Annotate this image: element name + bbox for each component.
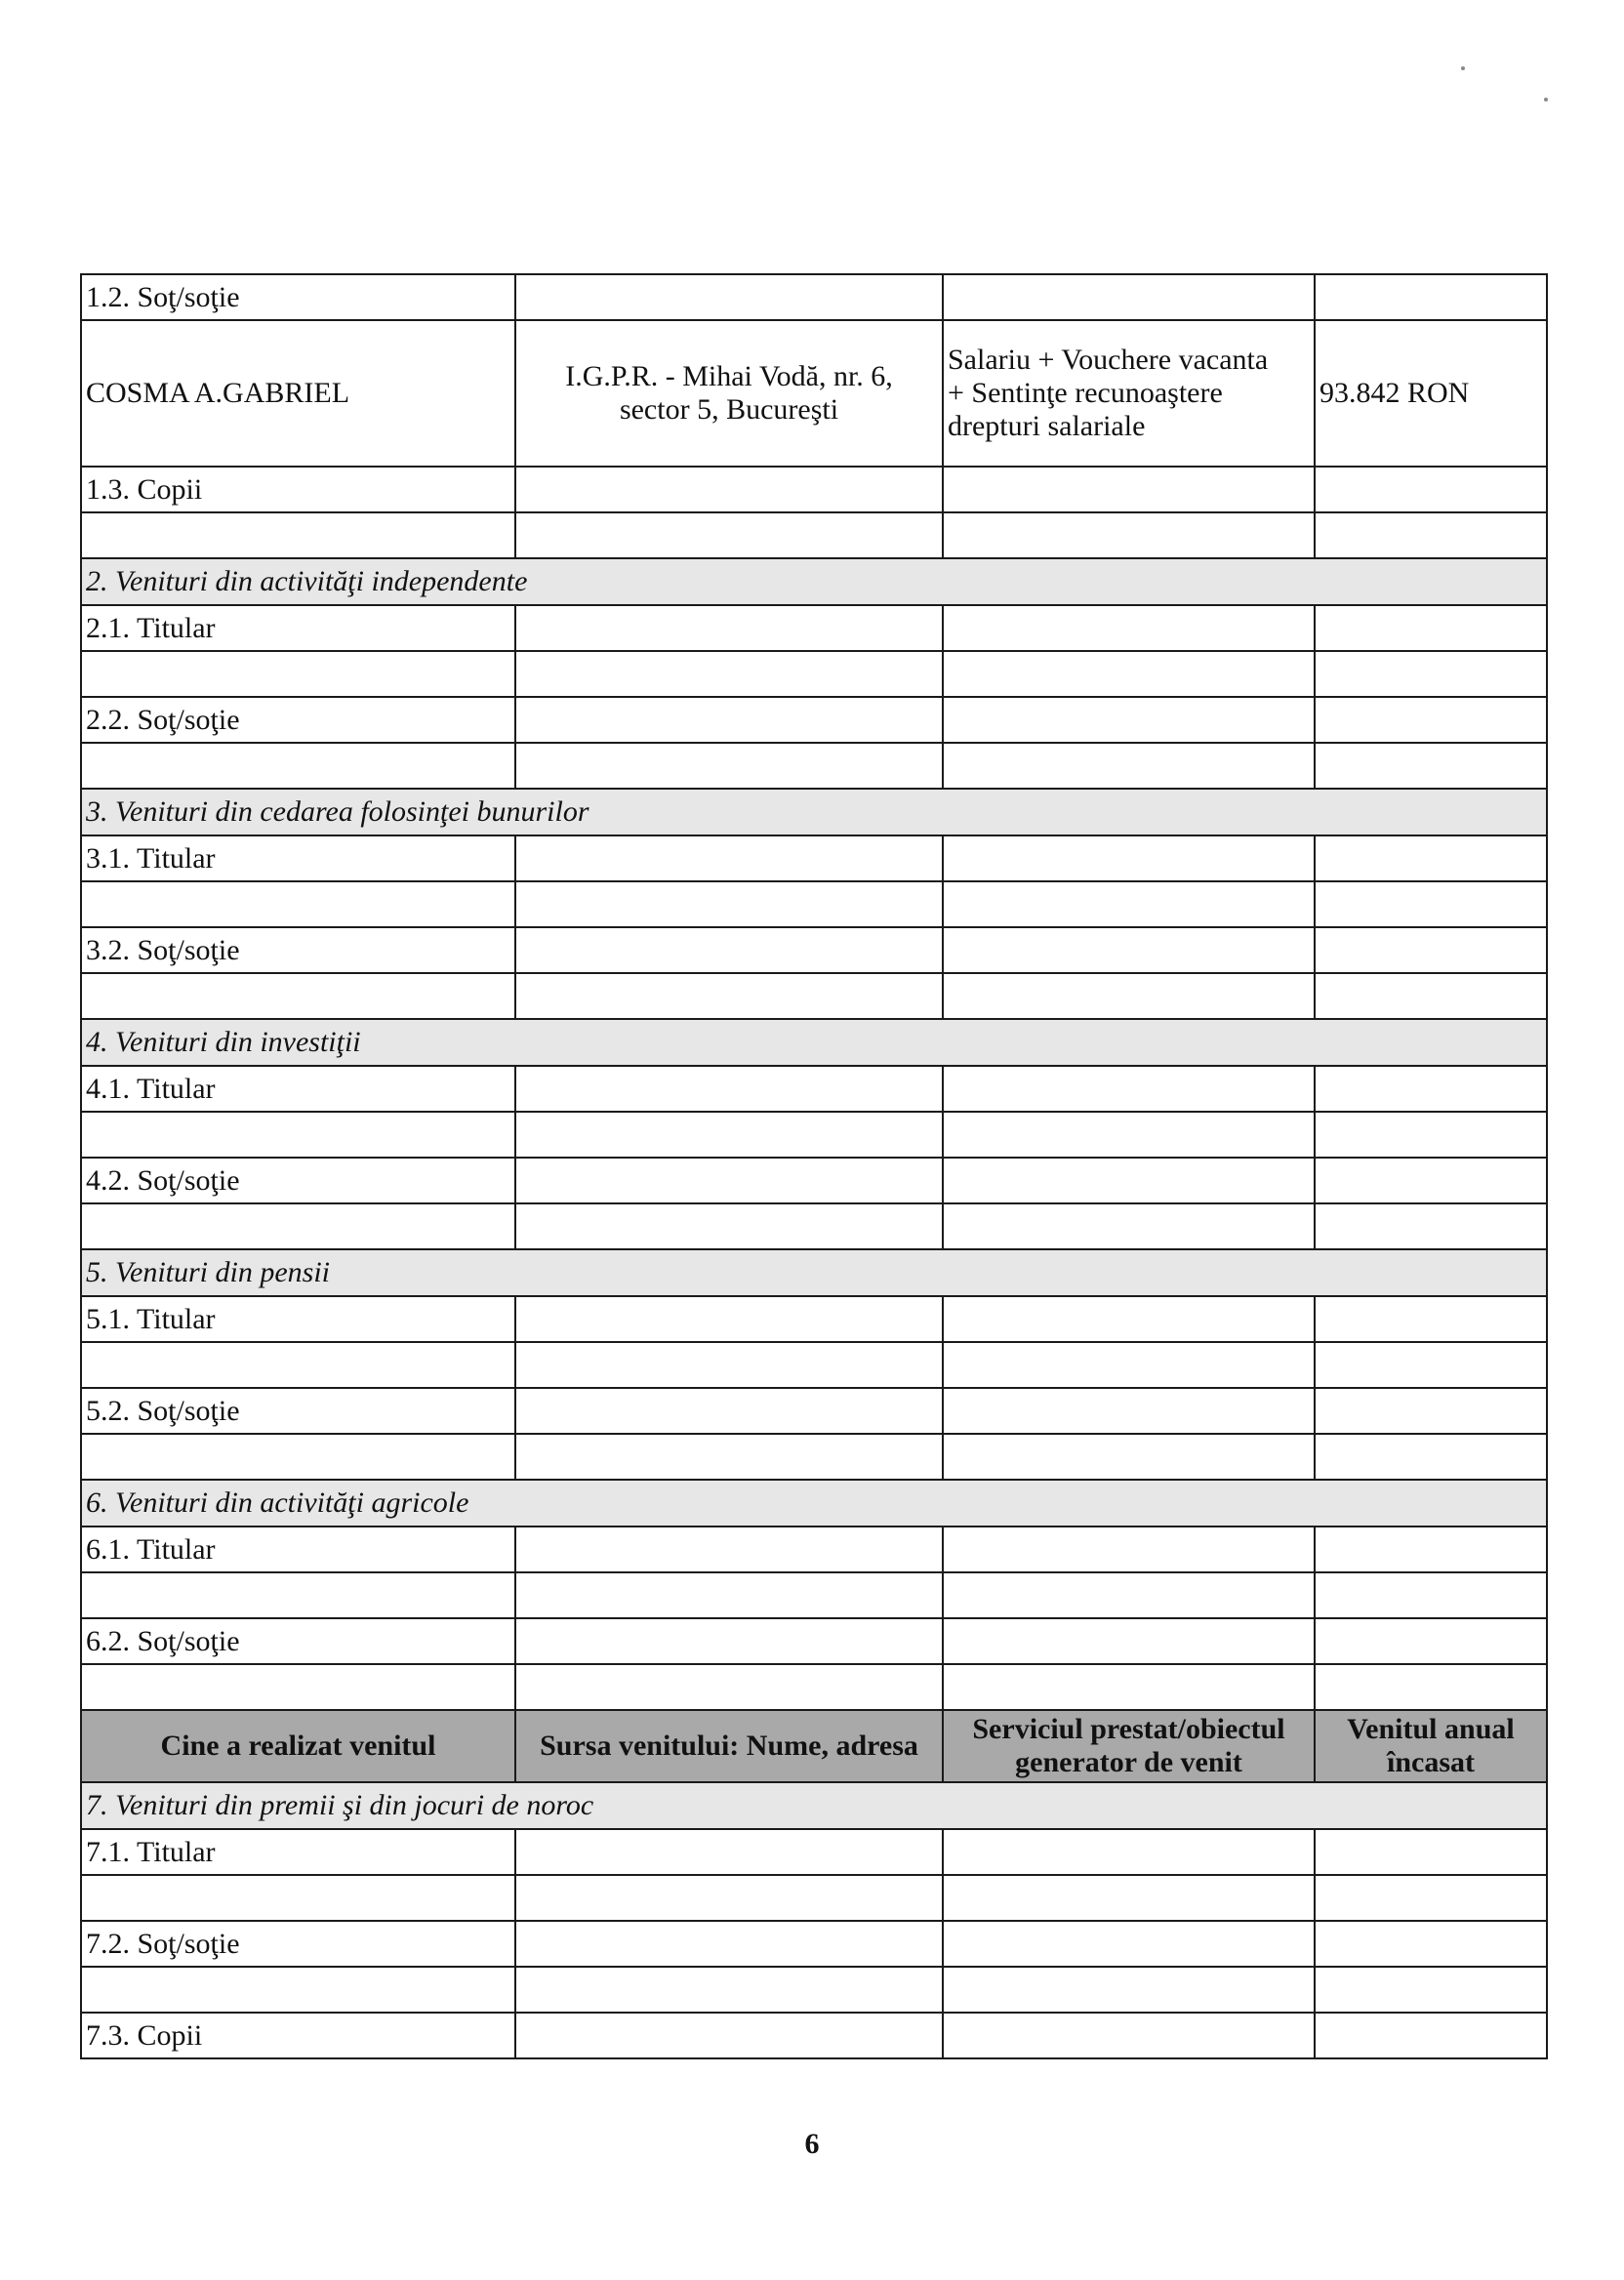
empty-cell	[515, 973, 943, 1019]
row-label: 3.2. Soţ/soţie	[81, 927, 515, 973]
empty-cell	[943, 1527, 1315, 1572]
empty-cell	[1315, 1388, 1547, 1434]
empty-cell	[943, 1664, 1315, 1710]
empty-cell	[943, 1203, 1315, 1249]
empty-cell	[81, 973, 515, 1019]
table-row	[81, 1967, 1547, 2013]
empty-cell	[943, 512, 1315, 558]
scan-speck	[1544, 98, 1548, 102]
empty-cell	[1315, 1203, 1547, 1249]
empty-cell	[1315, 1875, 1547, 1921]
empty-cell	[1315, 881, 1547, 927]
table-row	[81, 1388, 1547, 1434]
empty-cell	[515, 274, 943, 320]
empty-cell	[515, 1572, 943, 1618]
section-heading: 2. Venituri din activităţi independente	[81, 558, 1547, 605]
scan-speck	[1461, 66, 1465, 70]
empty-cell	[1315, 1434, 1547, 1480]
empty-cell	[943, 697, 1315, 743]
income-declaration-table	[80, 273, 1548, 2059]
section-row	[81, 1480, 1547, 1527]
empty-cell	[943, 1296, 1315, 1342]
empty-cell	[515, 1112, 943, 1158]
section-row	[81, 1782, 1547, 1829]
empty-cell	[943, 835, 1315, 881]
empty-cell	[81, 1572, 515, 1618]
section-row	[81, 1019, 1547, 1066]
table-row	[81, 697, 1547, 743]
empty-cell	[1315, 1572, 1547, 1618]
empty-cell	[515, 1664, 943, 1710]
empty-cell	[81, 1112, 515, 1158]
empty-cell	[1315, 1921, 1547, 1967]
header-service: Serviciul prestat/obiectul generator de venit	[943, 1710, 1315, 1782]
empty-cell	[515, 1921, 943, 1967]
empty-cell	[81, 743, 515, 789]
empty-cell	[515, 1434, 943, 1480]
empty-cell	[1315, 697, 1547, 743]
section-row	[81, 558, 1547, 605]
empty-cell	[1315, 1829, 1547, 1875]
row-label: 6.2. Soţ/soţie	[81, 1618, 515, 1664]
empty-cell	[1315, 1618, 1547, 1664]
row-label: 3.1. Titular	[81, 835, 515, 881]
header-income: Venitul anual încasat	[1315, 1710, 1547, 1782]
empty-cell	[943, 467, 1315, 512]
row-label: 4.1. Titular	[81, 1066, 515, 1112]
table-row	[81, 651, 1547, 697]
table-row	[81, 881, 1547, 927]
header-source: Sursa venitului: Nume, adresa	[515, 1710, 943, 1782]
section-row	[81, 789, 1547, 835]
row-label: 1.3. Copii	[81, 467, 515, 512]
empty-cell	[943, 973, 1315, 1019]
empty-cell	[81, 651, 515, 697]
table-row	[81, 1875, 1547, 1921]
spouse-name: COSMA A.GABRIEL	[81, 320, 515, 467]
empty-cell	[1315, 743, 1547, 789]
section-heading: 7. Venituri din premii şi din jocuri de noroc	[81, 1782, 1547, 1829]
empty-cell	[1315, 1066, 1547, 1112]
empty-cell	[515, 1066, 943, 1112]
table-row	[81, 835, 1547, 881]
empty-cell	[515, 1342, 943, 1388]
empty-cell	[1315, 2013, 1547, 2058]
table-row	[81, 1342, 1547, 1388]
empty-cell	[943, 743, 1315, 789]
empty-cell	[943, 274, 1315, 320]
empty-cell	[515, 1388, 943, 1434]
empty-cell	[81, 512, 515, 558]
empty-cell	[515, 881, 943, 927]
empty-cell	[1315, 1967, 1547, 2013]
empty-cell	[515, 1829, 943, 1875]
empty-cell	[1315, 274, 1547, 320]
empty-cell	[1315, 651, 1547, 697]
section-heading: 5. Venituri din pensii	[81, 1249, 1547, 1296]
empty-cell	[515, 651, 943, 697]
table-row	[81, 973, 1547, 1019]
empty-cell	[943, 2013, 1315, 2058]
table-row	[81, 1203, 1547, 1249]
empty-cell	[515, 927, 943, 973]
empty-cell	[1315, 973, 1547, 1019]
empty-cell	[81, 1875, 515, 1921]
empty-cell	[943, 1342, 1315, 1388]
empty-cell	[1315, 927, 1547, 973]
empty-cell	[943, 1875, 1315, 1921]
table-row	[81, 1296, 1547, 1342]
empty-cell	[515, 1296, 943, 1342]
empty-cell	[515, 467, 943, 512]
empty-cell	[515, 1618, 943, 1664]
column-header-row	[81, 1710, 1547, 1782]
row-label: 2.2. Soţ/soţie	[81, 697, 515, 743]
table-row	[81, 1434, 1547, 1480]
table-row	[81, 1112, 1547, 1158]
empty-cell	[81, 881, 515, 927]
row-label: 2.1. Titular	[81, 605, 515, 651]
table-row	[81, 1572, 1547, 1618]
empty-cell	[943, 1829, 1315, 1875]
empty-cell	[515, 1158, 943, 1203]
empty-cell	[515, 1967, 943, 2013]
annual-income-value: 93.842 RON	[1315, 320, 1547, 467]
row-label: 5.1. Titular	[81, 1296, 515, 1342]
row-label: 4.2. Soţ/soţie	[81, 1158, 515, 1203]
empty-cell	[943, 1158, 1315, 1203]
table-row	[81, 1664, 1547, 1710]
empty-cell	[943, 881, 1315, 927]
header-who: Cine a realizat venitul	[81, 1710, 515, 1782]
empty-cell	[81, 1203, 515, 1249]
section-heading: 4. Venituri din investiţii	[81, 1019, 1547, 1066]
empty-cell	[1315, 835, 1547, 881]
table-row	[81, 512, 1547, 558]
empty-cell	[1315, 1342, 1547, 1388]
section-row	[81, 1249, 1547, 1296]
row-label: 6.1. Titular	[81, 1527, 515, 1572]
empty-cell	[1315, 1664, 1547, 1710]
empty-cell	[943, 1388, 1315, 1434]
empty-cell	[515, 835, 943, 881]
row-label: 5.2. Soţ/soţie	[81, 1388, 515, 1434]
empty-cell	[1315, 1112, 1547, 1158]
empty-cell	[1315, 512, 1547, 558]
table-row	[81, 1527, 1547, 1572]
row-label: 1.2. Soţ/soţie	[81, 274, 515, 320]
empty-cell	[943, 1112, 1315, 1158]
empty-cell	[81, 1434, 515, 1480]
empty-cell	[1315, 467, 1547, 512]
empty-cell	[515, 743, 943, 789]
empty-cell	[943, 1618, 1315, 1664]
row-label: 7.2. Soţ/soţie	[81, 1921, 515, 1967]
empty-cell	[515, 512, 943, 558]
table-row	[81, 1618, 1547, 1664]
empty-cell	[943, 927, 1315, 973]
empty-cell	[943, 1434, 1315, 1480]
empty-cell	[943, 1921, 1315, 1967]
section-heading: 6. Venituri din activităţi agricole	[81, 1480, 1547, 1527]
page-number: 6	[804, 2128, 820, 2160]
empty-cell	[515, 697, 943, 743]
table-row	[81, 605, 1547, 651]
empty-cell	[515, 1527, 943, 1572]
table-row	[81, 927, 1547, 973]
table-row	[81, 1066, 1547, 1112]
empty-cell	[81, 1664, 515, 1710]
empty-cell	[515, 605, 943, 651]
row-label: 7.3. Copii	[81, 2013, 515, 2058]
empty-cell	[943, 1066, 1315, 1112]
table-row	[81, 320, 1547, 467]
table-row	[81, 1158, 1547, 1203]
table-row	[81, 274, 1547, 320]
section-heading: 3. Venituri din cedarea folosinţei bunurilor	[81, 789, 1547, 835]
empty-cell	[1315, 1527, 1547, 1572]
table-row	[81, 1829, 1547, 1875]
income-source: I.G.P.R. - Mihai Vodă, nr. 6, sector 5, Bucureşti	[515, 320, 943, 467]
table-row	[81, 2013, 1547, 2058]
empty-cell	[1315, 605, 1547, 651]
empty-cell	[943, 605, 1315, 651]
empty-cell	[1315, 1296, 1547, 1342]
empty-cell	[943, 1572, 1315, 1618]
empty-cell	[81, 1342, 515, 1388]
table-row	[81, 1921, 1547, 1967]
income-service: Salariu + Vouchere vacanta + Sentinţe recunoaştere drepturi salariale	[943, 320, 1315, 467]
table-row	[81, 467, 1547, 512]
empty-cell	[515, 2013, 943, 2058]
table-row	[81, 743, 1547, 789]
empty-cell	[515, 1875, 943, 1921]
empty-cell	[81, 1967, 515, 2013]
empty-cell	[943, 651, 1315, 697]
empty-cell	[515, 1203, 943, 1249]
empty-cell	[1315, 1158, 1547, 1203]
row-label: 7.1. Titular	[81, 1829, 515, 1875]
empty-cell	[943, 1967, 1315, 2013]
